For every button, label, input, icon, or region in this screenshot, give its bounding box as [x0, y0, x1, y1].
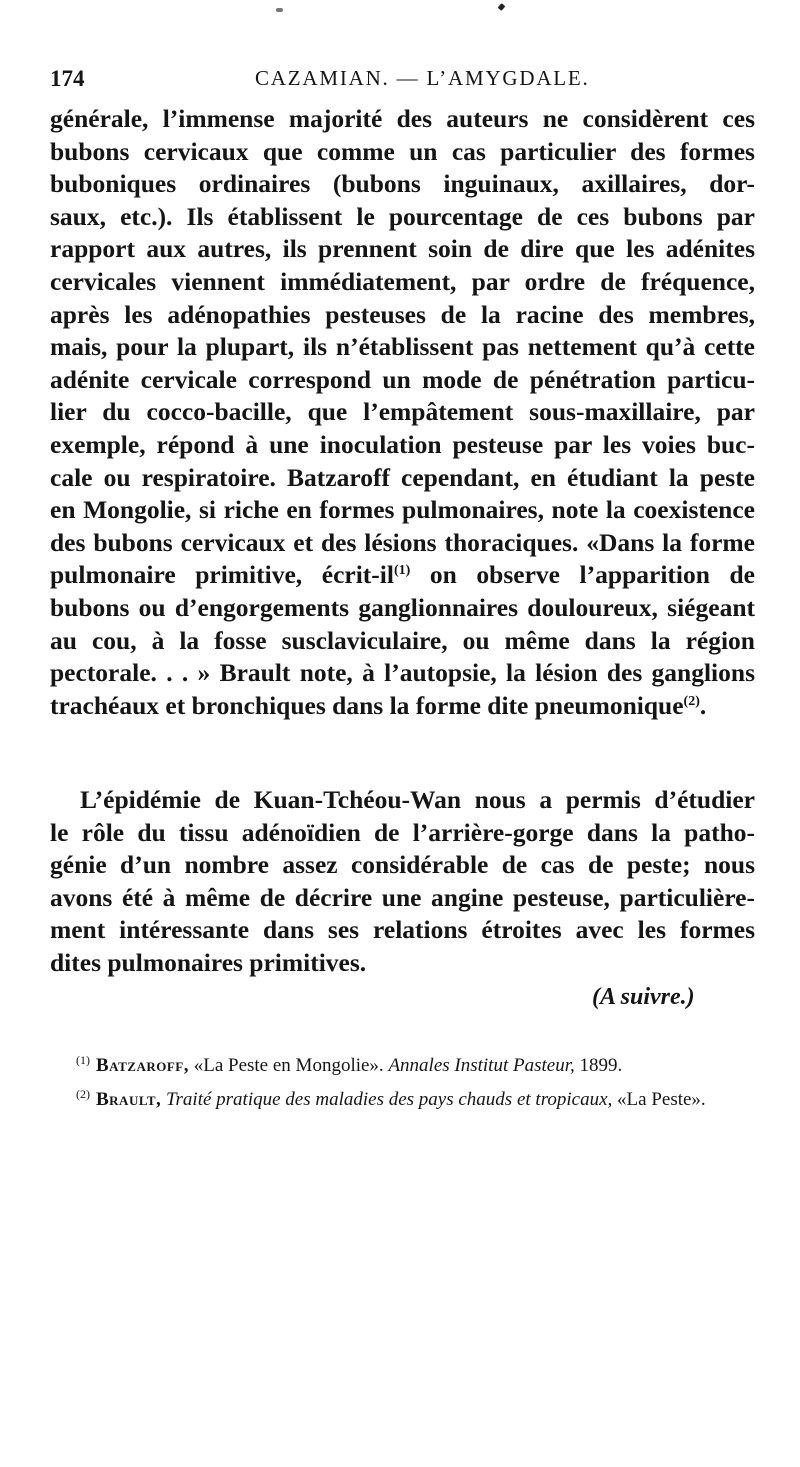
ink-speck [276, 8, 283, 12]
text-line [50, 690, 755, 723]
footnote-journal: Traité pratique des maladies des pays chauds et tropicaux, [166, 1089, 613, 1110]
text-line: L’épidémie de Kuan-Tchéou-Wan nous a permis d’étudier [80, 785, 755, 814]
footnotes [50, 1046, 755, 1114]
ink-speck [498, 3, 506, 11]
line-part: trachéaux et bronchiques dans la forme dite pneumonique [50, 690, 684, 720]
text-line: adénite cervicale correspond un mode de pénétration particu- [50, 364, 755, 394]
text-line: mais, pour la plupart, ils n’établissent pas nettement qu’à cette [50, 332, 755, 362]
line-part: pulmonaire primitive, écrit-il [50, 560, 394, 590]
running-head [50, 66, 755, 96]
text-line: ment intéressante dans ses relations étroites avec les formes [50, 915, 755, 945]
text-line: en Mongolie, si riche en formes pulmonaires, note la coexistence [50, 495, 755, 525]
footnote-ref-2[interactable]: (2) [683, 693, 700, 709]
text-line: des bubons cervicaux et des lésions thoraciques. «Dans la forme [50, 527, 755, 557]
text-line: exemple, répond à une inoculation pesteuse par les voies buc- [50, 429, 755, 459]
text-line: avons été à même de décrire une angine pesteuse, particulière- [50, 882, 755, 912]
text-line: dites pulmonaires primitives. [50, 947, 367, 977]
paragraph-2 [50, 784, 755, 980]
line-part: on observe l’apparition de [429, 560, 755, 590]
to-be-continued: (A suivre.) [592, 984, 695, 1010]
footnote-tail: «La Peste». [612, 1089, 706, 1110]
text-line: lier du cocco-bacille, que l’empâtement sous-maxillaire, par [50, 397, 755, 427]
footnote-tail: 1899. [574, 1055, 623, 1076]
page-number: 174 [50, 66, 85, 91]
text-line: bubons cervicaux que comme un cas particulier des formes [50, 136, 755, 166]
footnote-title: «La Peste en Mongolie». [188, 1055, 389, 1076]
footnote-author: Batzaroff, [96, 1055, 189, 1076]
footnote-marker: (2) [76, 1087, 90, 1101]
text-line: bubons ou d’engorgements ganglionnaires douloureux, siégeant [50, 592, 755, 622]
footnote-2 [50, 1080, 755, 1114]
text-line: génie d’un nombre assez considérable de cas de peste; nous [50, 850, 755, 880]
text-line: rapport aux autres, ils prennent soin de dire que les adénites [50, 234, 755, 264]
footnote-journal: Annales Institut Pasteur, [388, 1055, 575, 1076]
footnote-author: Brault, [96, 1089, 162, 1110]
footnote-ref-1[interactable]: (1) [393, 563, 411, 579]
text-line: le rôle du tissu adénoïdien de l’arrière-gorge dans la patho- [50, 817, 755, 847]
text-line: cale ou respiratoire. Batzaroff cependant, en étudiant la peste [50, 462, 755, 492]
text-line: au cou, à la fosse susclaviculaire, ou même dans la région [50, 625, 755, 655]
text-line [50, 559, 755, 592]
line-part: . [699, 690, 707, 720]
text-line: après les adénopathies pesteuses de la racine des membres, [50, 299, 755, 329]
running-title: CAZAMIAN. — L’AMYGDALE. [255, 66, 590, 90]
text-line: générale, l’immense majorité des auteurs ne considèrent ces [50, 104, 755, 133]
footnote-marker: (1) [76, 1053, 90, 1067]
text-line: cervicales viennent immédiatement, par ordre de fréquence, [50, 266, 755, 296]
paragraph-1 [50, 103, 755, 722]
text-line: saux, etc.). Ils établissent le pourcentage de ces bubons par [50, 201, 755, 231]
footnote-1 [50, 1046, 755, 1080]
text-line: buboniques ordinaires (bubons inguinaux, axillaires, dor- [50, 169, 755, 199]
text-line: pectorale. . . » Brault note, à l’autopsie, la lésion des ganglions [50, 658, 755, 688]
